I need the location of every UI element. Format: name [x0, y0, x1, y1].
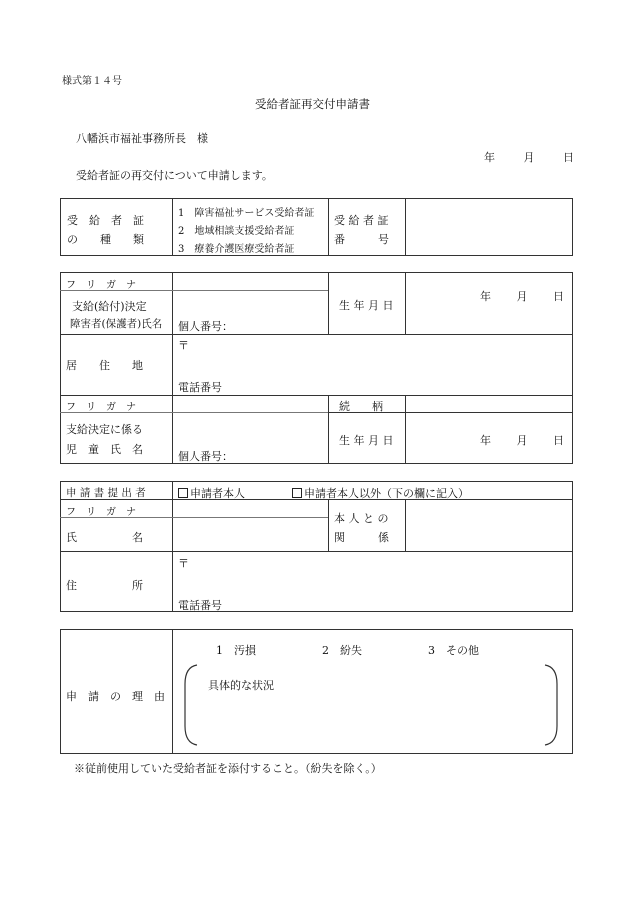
child-my-number-label: 個人番号： [178, 450, 233, 463]
reason-label: 申 請 の 理 由 [66, 690, 165, 703]
birth-day: 日 [553, 290, 564, 303]
person-label-2: 障害者(保護者)氏名 [70, 318, 163, 330]
certificate-number-label-1: 受 給 者 証 [334, 214, 389, 227]
relationship-field[interactable] [406, 500, 572, 550]
reason-option-2[interactable]: 2 紛失 [322, 644, 362, 657]
form-title: 受給者証再交付申請書 [255, 97, 370, 111]
relationship-label-2: 関 係 [334, 531, 389, 544]
certificate-type-option-1[interactable]: 1 障害福祉サービス受給者証 [178, 208, 315, 219]
certificate-number-field[interactable] [406, 199, 572, 255]
child-birth-year: 年 [480, 434, 491, 447]
submitter-furigana-label: フ リ ガ ナ [66, 507, 136, 518]
child-birth-date-field[interactable] [480, 432, 564, 448]
submitter-name-label: 氏 名 [66, 531, 143, 544]
postal-mark: 〒 [178, 339, 189, 352]
relation-label: 続 柄 [339, 400, 383, 413]
my-number-label: 個人番号： [178, 320, 233, 333]
attachment-note: ※従前使用していた受給者証を添付すること。（紛失を除く。） [74, 762, 382, 775]
date-day: 日 [563, 151, 574, 164]
reason-option-3[interactable]: 3 その他 [428, 644, 479, 657]
intro-text: 受給者証の再交付について申請します。 [76, 169, 273, 182]
option-self-label: 申請者本人 [190, 487, 245, 500]
birth-date-label: 生 年 月 日 [339, 299, 394, 312]
option-other[interactable] [292, 485, 469, 501]
address-label: 居 住 地 [66, 359, 143, 372]
child-furigana-label: フ リ ガ ナ [66, 402, 136, 413]
child-birth-month: 月 [516, 434, 528, 447]
addressee: 八幡浜市福祉事務所長 様 [76, 132, 208, 145]
relationship-label-1: 本 人 と の [334, 512, 389, 525]
submission-date[interactable] [484, 149, 574, 165]
certificate-type-label-1: 受 給 者 証 [67, 214, 144, 227]
child-birth-day: 日 [553, 434, 564, 447]
submitter-address-label: 住 所 [66, 579, 143, 592]
birth-date-field[interactable] [480, 288, 564, 304]
form-number: 様式第１４号 [62, 76, 122, 87]
child-label-2: 児 童 氏 名 [66, 443, 143, 456]
option-self[interactable] [178, 485, 245, 501]
person-label-1: 支給(給付)決定 [72, 300, 147, 313]
submitter-furigana-field[interactable] [173, 500, 327, 516]
certificate-type-label-2: の 種 類 [67, 233, 144, 246]
submitter-phone-label: 電話番号 [178, 599, 222, 612]
certificate-type-option-3[interactable]: 3 療養介護医療受給者証 [178, 244, 295, 255]
detail-field[interactable] [198, 694, 548, 740]
checkbox-icon[interactable] [178, 488, 188, 498]
furigana-field[interactable] [173, 273, 327, 289]
child-birth-date-label: 生 年 月 日 [339, 434, 394, 447]
submitter-postal-mark: 〒 [178, 557, 189, 570]
checkbox-icon[interactable] [292, 488, 302, 498]
detail-label: 具体的な状況 [208, 679, 274, 692]
child-label-1: 支給決定に係る [66, 423, 143, 436]
child-furigana-field[interactable] [173, 396, 327, 411]
option-other-label: 申請者本人以外（下の欄に記入） [304, 487, 469, 500]
phone-label: 電話番号 [178, 381, 222, 394]
certificate-number-label-2: 番 号 [334, 233, 389, 246]
birth-month: 月 [516, 290, 528, 303]
reason-option-1[interactable]: 1 汚損 [216, 644, 256, 657]
date-month: 月 [523, 151, 535, 164]
furigana-label: フ リ ガ ナ [66, 280, 136, 291]
date-year: 年 [484, 151, 495, 164]
certificate-type-option-2[interactable]: 2 地域相談支援受給者証 [178, 226, 295, 237]
submitter-label: 申 請 書 提 出 者 [66, 487, 146, 499]
birth-year: 年 [480, 290, 491, 303]
submitter-name-field[interactable] [173, 518, 327, 550]
